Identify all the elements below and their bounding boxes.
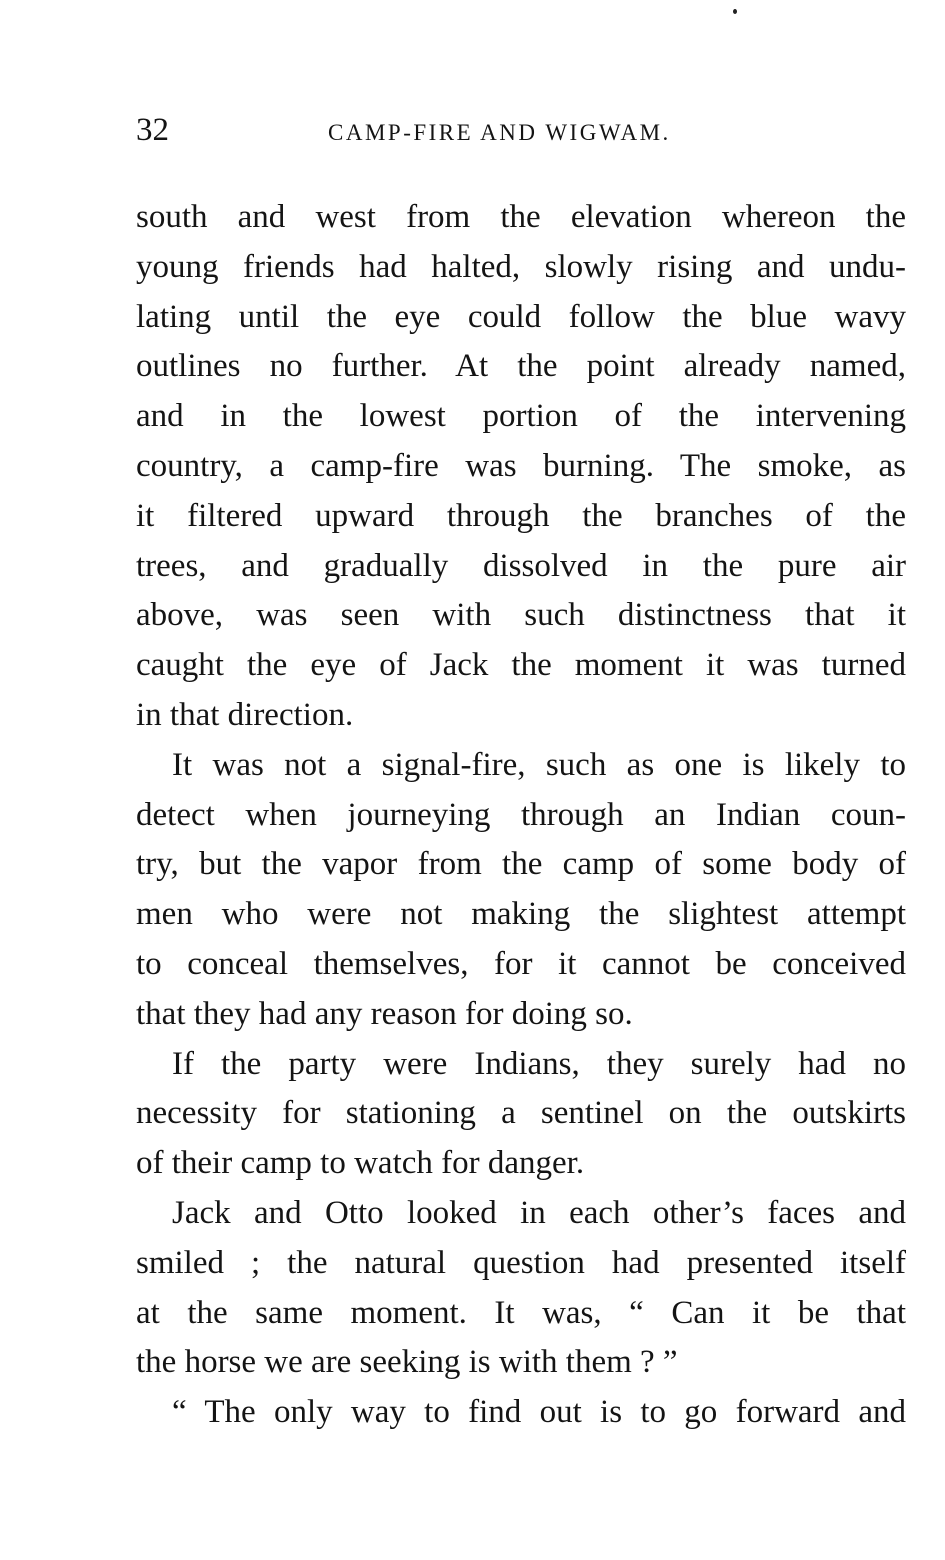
running-title: CAMP-FIRE AND WIGWAM. [328, 120, 671, 145]
text-line: caught the eye of Jack the moment it was turned [136, 647, 906, 684]
text-line: men who were not making the slightest attempt [136, 896, 906, 933]
ink-speck [733, 9, 737, 14]
running-head [136, 112, 906, 152]
text-line: Jack and Otto looked in each other’s faces and [172, 1194, 906, 1231]
text-line: and in the lowest portion of the intervening [136, 398, 906, 435]
text-line: smiled ; the natural question had presented itself [136, 1244, 906, 1281]
page-number: 32 [136, 112, 169, 148]
text-line: to conceal themselves, for it cannot be conceived [136, 945, 906, 982]
text-line: necessity for stationing a sentinel on the outskirts [136, 1095, 906, 1132]
body-text [136, 193, 906, 1438]
text-line: it filtered upward through the branches of the [136, 497, 906, 534]
text-line: try, but the vapor from the camp of some body of [136, 846, 906, 883]
text-line: the horse we are seeking is with them ? ” [136, 1344, 678, 1381]
text-line: It was not a signal-fire, such as one is likely to [172, 746, 906, 783]
text-line: detect when journeying through an Indian coun- [136, 796, 906, 833]
text-line: “ The only way to find out is to go forward and [172, 1394, 906, 1431]
text-line: at the same moment. It was, “ Can it be that [136, 1294, 906, 1331]
text-line: above, was seen with such distinctness that it [136, 597, 906, 634]
text-line: If the party were Indians, they surely had no [172, 1045, 906, 1082]
text-line: young friends had halted, slowly rising and undu- [136, 248, 906, 285]
text-line: in that direction. [136, 696, 354, 733]
text-line: that they had any reason for doing so. [136, 995, 633, 1032]
text-line: country, a camp-fire was burning. The smoke, as [136, 447, 906, 484]
text-line: trees, and gradually dissolved in the pure air [136, 547, 906, 584]
text-line: of their camp to watch for danger. [136, 1145, 585, 1182]
text-line: lating until the eye could follow the blue wavy [136, 298, 906, 335]
text-line: south and west from the elevation whereon the [136, 199, 906, 235]
text-line: outlines no further. At the point already named, [136, 348, 906, 385]
